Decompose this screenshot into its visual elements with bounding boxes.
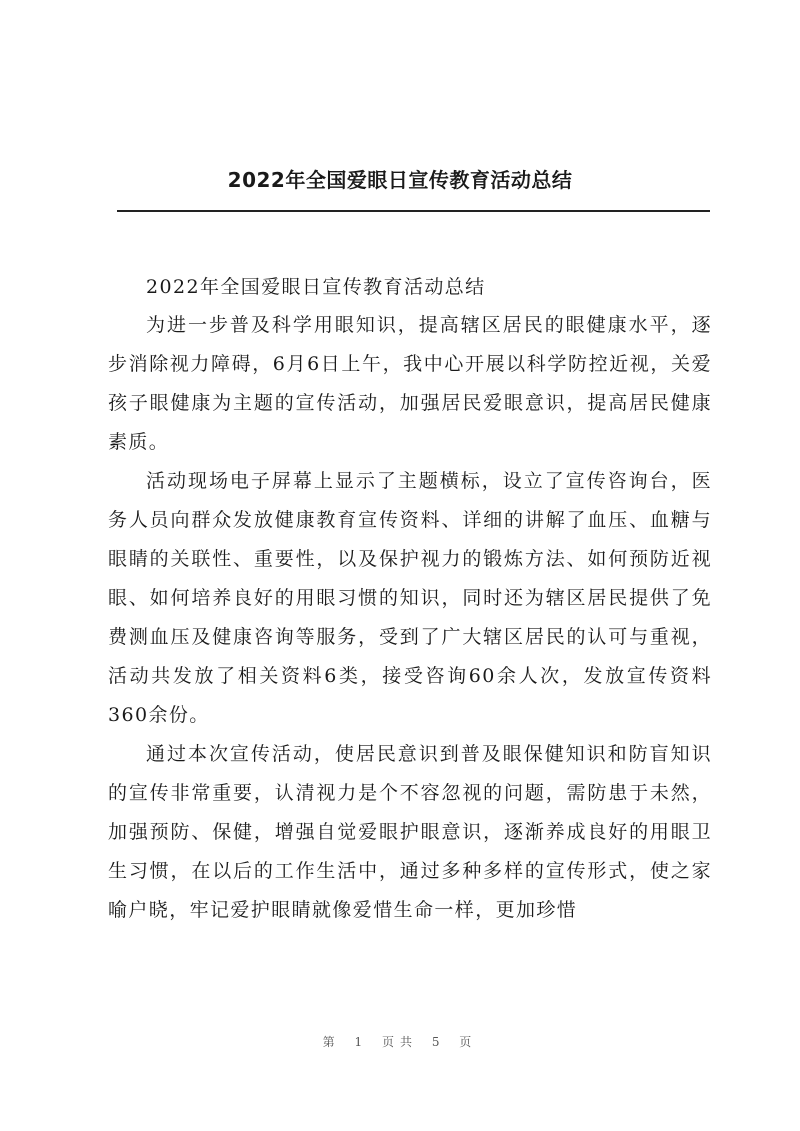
paragraph-heading: 2022年全国爱眼日宣传教育活动总结 [146,276,486,298]
document-title: 2022年全国爱眼日宣传教育活动总结 [227,168,573,192]
footer-middle: 页共 [381,1035,418,1049]
page-footer [0,1033,800,1050]
title-underline [117,210,710,212]
footer-page-number: 1 [354,1035,369,1049]
document-body [108,268,712,930]
paragraph: 为进一步普及科学用眼知识，提高辖区居民的眼健康水平，逐步消除视力障碍，6月6日上午，我中心开展以科学防控近视，关爱孩子眼健康为主题的宣传活动，加强居民爱眼意识，提高居民健康素质。 [108,314,712,453]
paragraph: 活动现场电子屏幕上显示了主题横标，设立了宣传咨询台，医务人员向群众发放健康教育宣传资料、详细的讲解了血压、血糖与眼睛的关联性、重要性，以及保护视力的锻炼方法、如何预防近视眼、如何培养良好的用眼习惯的知识，同时还为辖区居民提供了免费测血压及健康咨询等服务，受到了广大辖区居民的认可与重视，活动共发放了相关资料6类，接受咨询60余人次，发放宣传资料360余份。 [108,470,712,726]
footer-prefix: 第 [322,1035,341,1049]
paragraph: 通过本次宣传活动，使居民意识到普及眼保健知识和防盲知识的宣传非常重要，认清视力是个不容忽视的问题，需防患于未然，加强预防、保健，增强自觉爱眼护眼意识，逐渐养成良好的用眼卫生习惯，在以后的工作生活中，通过多种多样的宣传形式，使之家喻户晓，牢记爱护眼睛就像爱惜生命一样，更加珍惜 [108,743,712,921]
footer-total-pages: 5 [431,1035,446,1049]
footer-suffix: 页 [459,1035,478,1049]
